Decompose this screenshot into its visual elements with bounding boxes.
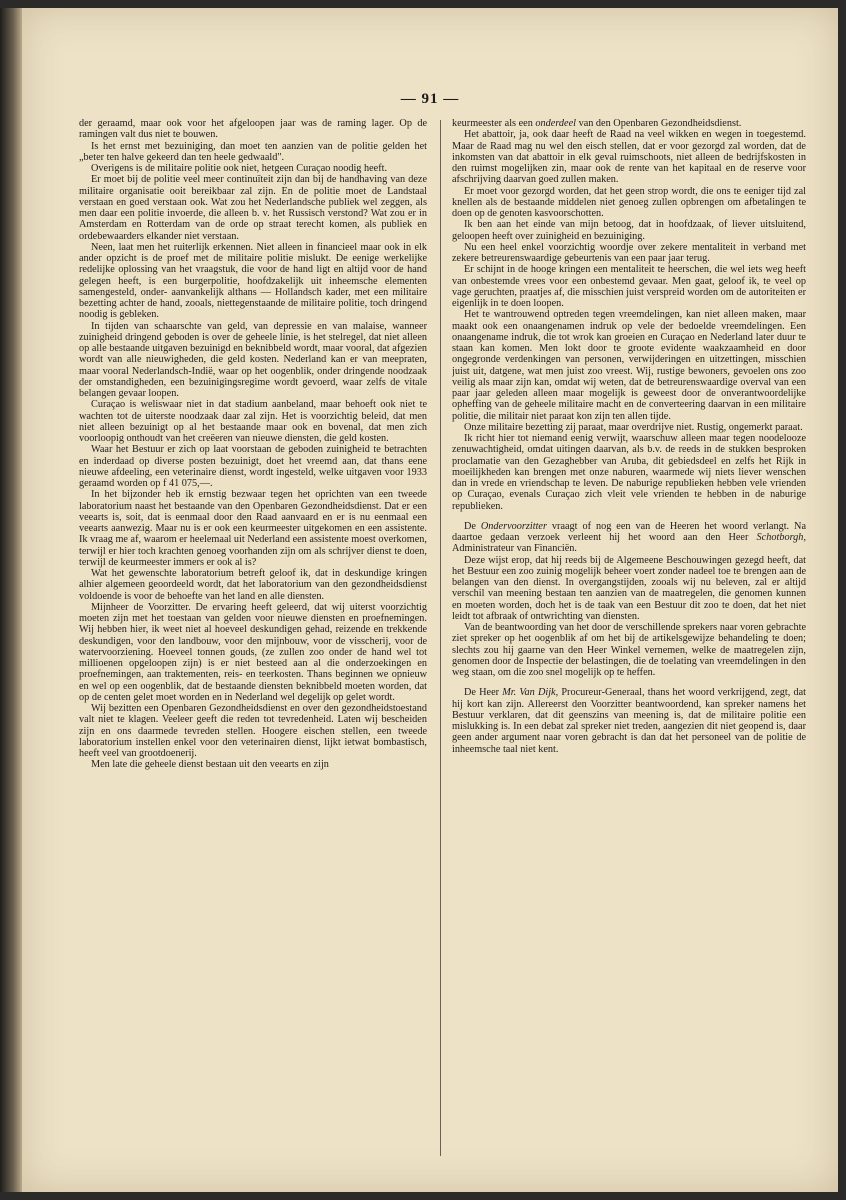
paragraph: der geraamd, maar ook voor het afgeloopen jaar was de raming lager. Op de ramingen valt dus niet te bouwen. xyxy=(79,118,427,141)
page-number: — 91 — xyxy=(400,91,460,107)
paragraph: Overigens is de militaire politie ook niet, hetgeen Curaçao noodig heeft. xyxy=(91,163,388,174)
paragraph: Curaçao is weliswaar niet in dat stadium aanbeland, maar behoeft ook niet te wachten tot de uiterste noodzaak daar zal zijn. Het is voorzichtig beleid, dat men niet alleen bezuinigt op al het bestaande maar ook en bovenal, dat men zich voorloopig onthoudt van het creëeren van nieuwe diensten, die geld kosten. xyxy=(79,399,427,444)
emphasized-text: onderdeel xyxy=(535,118,576,129)
text-run: vraagt of nog een van de Heeren het woord verlangt. Na daartoe gedaan verzoek verleent hij het woord aan den Heer xyxy=(452,520,806,543)
paragraph xyxy=(452,521,806,555)
text-run: , Procureur-Generaal, thans het woord verkrijgend, zegt, dat hij kort kan zijn. Allereerst den Voorzitter beantwoordend, kan spreker namens het Bestuur verklaren, dat dit geenszins van meening is, dat de militaire politie een mislukking is. In een debat zal spreker niet treden, aangezien dit niet geopend is, daar geen ander argument naar voren gebracht is dan dat het personeel van de politie de inheemsche taal niet kent. xyxy=(452,687,806,755)
paragraph: Het te wantrouwend optreden tegen vreemdelingen, kan niet alleen maken, maar maakt ook een onaangenamen indruk op vele der bedoelde vreemdelingen. Een onaangename indruk, die tot wrok kan groeien en Curaçao en Nederland later duur te staan kan komen. Men lokt door te groote evidente waakzaamheid en door ongegronde verdenkingen van personen, verwijderingen en uitzettingen, misschien juist uit, datgene, wat men juist zoo vreest. Wij, rustige bewoners, gevoelen ons zoo veilig als maar zijn kan, omdat wij weten, dat de betreurenswaardige overval van een paar jaar geleden alleen maar mogelijk is geweest door de onverantwoordelijke opheffing van de geheele militaire macht en de converteering daarvan in een militaire politie, die militair niet paraat kon zijn ten allen tijde. xyxy=(452,309,806,422)
paragraph: Waar het Bestuur er zich op laat voorstaan de geboden zuinigheid te betrachten en inderdaad op diverse posten bezuinigt, doet het vreemd aan, dat thans eene nieuwe afdeeling, een veterinaire dienst, wordt ingesteld, welke uitgaven voor 1933 geraamd worden op f 41 075,—. xyxy=(79,444,427,489)
emphasized-text: Ondervoorzitter xyxy=(480,520,547,532)
paragraph: Wat het gewenschte laboratorium betreft geloof ik, dat in deskundige kringen alhier algemeen geoordeeld wordt, dat het laboratorium van den gezondheidsdienst voldoende is voor de behoefte van het land en alle diensten. xyxy=(79,568,427,602)
paragraph: Nu een heel enkel voorzichtig woordje over zekere mentaliteit in verband met zekere betreurenswaardige gebeurtenis van een paar jaar terug. xyxy=(452,241,806,264)
paragraph: Ik ben aan het einde van mijn betoog, dat in hoofdzaak, of liever uitsluitend, geloopen heeft over zuinigheid en bezuiniging. xyxy=(452,219,806,242)
paragraph: Wij bezitten een Openbaren Gezondheidsdienst en over den gezondheidstoestand valt niet te klagen. Veeleer geeft die reden tot tevredenheid. Laten wij bescheiden zijn en ons daarmede tevreden stellen. Hoogere eischen stellen, een tweede laboratorium instellen enkel voor den veterinairen dienst, lijkt ietwat bombastisch, heeft veel van grootdoenerij. xyxy=(79,703,427,759)
emphasized-text: Mr. Van Dijk xyxy=(502,687,556,699)
text-run: keurmeester als een xyxy=(452,118,536,129)
paragraph: Deze wijst erop, dat hij reeds bij de Algemeene Beschouwingen gezegd heeft, dat het Bestuur een zoo zuinig mogelijk beheer voert zonder nadeel toe te brengen aan de belangen van den dienst. In overgangstijden, zooals wij nu beleven, zal er altijd verschil van meening bestaan ten aanzien van de maatregelen, die genomen kunnen en moeten worden, doch het is de taak van een Bestuur dit zoo te doen, dat het niet leidt tot afbraak of ontwrichting van diensten. xyxy=(452,554,806,622)
paragraph xyxy=(452,118,806,129)
paragraph: In het bijzonder heb ik ernstig bezwaar tegen het oprichten van een tweede laboratorium naast het bestaande van den Openbaren Gezondheidsdienst. Dat er een veearts is, soit, dat is eenmaal door den Raad aanvaard en er is nu eenmaal een veearts aanwezig. Maar nu is er ook een keurmeester uitgekomen en een assistente. Ik vraag me af, waarom er heelemaal uit Nederland een assistente moest overkomen, terwijl er hier toch krachten genoeg voorhanden zijn om als schrijver dienst te doen, terwijl de keurmeester immers er ook al is? xyxy=(79,489,427,568)
text-run: De Heer xyxy=(464,687,503,699)
paragraph: Men late die geheele dienst bestaan uit den veearts en zijn xyxy=(91,759,329,771)
left-text-column xyxy=(79,118,427,1160)
document-page xyxy=(22,8,838,1192)
right-text-column xyxy=(452,118,806,1160)
paragraph xyxy=(452,687,806,755)
scan-binding-edge xyxy=(0,8,22,1192)
paragraph: Neen, laat men het ruiterlijk erkennen. Niet alleen in financieel maar ook in elk ander opzicht is de proef met de militaire politie mislukt. De eenige werkelijke redelijke oplossing van het vraagstuk, die voor de hand ligt en altijd voor de hand gelegen heeft, is een burgerpolitie, hoofdzakelijk uit inheemsche elementen samengesteld, onder- aanvankelijk althans — Hollandsch kader, met een militaire bezetting achter de hand, zooals, niettegenstaande de militaire politie, toch dringend noodig is gebleken. xyxy=(79,241,427,321)
emphasized-text: Schotborgh xyxy=(756,532,804,543)
paragraph: Ik richt hier tot niemand eenig verwijt, waarschuw alleen maar tegen noodelooze zenuwachtigheid, omdat uitingen daarvan, als b.v. de reeds in de stukken besproken proclamatie van den Gezaghebber van Aruba, dit gebiedsdeel en zelfs het Rijk in moeilijkheden kan brengen met onze naburen, waarmede wij niets liever wenschen dan in vrede en vriendschap te leven. De naburige republieken hebben vele vrienden op Curaçao, evenals Curaçao zich vleit vele vrienden te hebben in de naburige republieken. xyxy=(452,433,806,512)
paragraph: Er moet voor gezorgd worden, dat het geen strop wordt, die ons te eeniger tijd zal knellen als de bestaande middelen niet genoeg zullen opbrengen om afbetalingen te doen op de genoten kasvoorschotten. xyxy=(452,185,806,219)
paragraph: Onze militaire bezetting zij paraat, maar overdrijve niet. Rustig, ongemerkt paraat. xyxy=(464,421,803,433)
text-run: De xyxy=(464,520,481,532)
paragraph: Er moet bij de politie veel meer continuïteit zijn dan bij de handhaving van deze militaire organisatie ooit bereikbaar zal zijn. En de politie moet de Landstaal verstaan en goed verstaan ook. Wat zou het Nederlandsche publiek wel zeggen, als men daar een politie invoerde, die alleen b. v. het Russisch verstond? Wat zou er in Amsterdam en Rotterdam van de orde op straat terecht komen, als publiek en ordebewaarders elkander niet verstaan. xyxy=(79,174,427,242)
paragraph: Van de beantwoording van het door de verschillende sprekers naar voren gebrachte ziet spreker op het oogenblik af om het bij de artikelsgewijze behandeling te doen; slechts zou hij gaarne van den Heer Winkel vernemen, welke de maatregelen zijn, genomen door de Inspectie der belastingen, die de toelating van vreemdelingen in den weg staan, om die zoo snel mogelijk op te heffen. xyxy=(452,622,806,678)
paragraph: Is het ernst met bezuiniging, dan moet ten aanzien van de politie gelden het „beter ten halve gekeerd dan ten heele gedwaald". xyxy=(79,140,427,163)
paragraph: Er schijnt in de hooge kringen een mentaliteit te heerschen, die wel iets weg heeft van onbestemde vrees voor een onbestemd gevaar. Men gaat, geloof ik, te veel op vage geruchten, praatjes af, die misschien juist verspreid worden om de autoriteiten er eigenlijk in te doen loopen. xyxy=(452,264,806,309)
paragraph: Mijnheer de Voorzitter. De ervaring heeft geleerd, dat wij uiterst voorzichtig moeten zijn met het toestaan van gelden voor nieuwe diensten en proefnemingen. Wij hebben hier, ik weet niet al hoeveel deskundigen gehad, reizende en trekkende deskundigen, voor den landbouw, voor den mijnbouw, voor de visscherij, voor de watervoorziening. Hoeveel tonnen gouds, (ze zullen zoo onder de hand wel tot millioenen opgeloopen zijn) is er niet besteed aan al die onderzoekingen en proefnemingen, aan traktementen, reis- en teerkosten. Thans beginnen we opnieuw en wel op een oogenblik, dat de bestaande diensten beknibbeld moeten worden, dat op de centen gelet moet worden en in Nederland wel degelijk op gelet wordt. xyxy=(79,601,427,703)
text-run: van den Openbaren Gezondheidsdienst. xyxy=(576,118,742,129)
paragraph: In tijden van schaarschte van geld, van depressie en van malaise, wanneer zuinigheid dringend geboden is over de geheele linie, is het stelregel, dat niet alleen op alle bestaande uitgaven bezuinigd en beknibbeld wordt, maar vooral, dat afgezien wordt van alle nieuwigheden, die geld kosten. Nederland kan er van meepraten, maar vooral Nederlandsch-Indië, waar op het oogenblik, onder dringende noodzaak der omstandigheden, een bezuinigingsregime wordt gevoerd, waar zelfs de vitale belangen gevaar loopen. xyxy=(79,320,427,399)
text-run: , Administrateur van Financiën. xyxy=(452,532,806,555)
paragraph: Het abattoir, ja, ook daar heeft de Raad na veel wikken en wegen in toegestemd. Maar de Raad mag nu wel den eisch stellen, dat er voor gezorgd zal worden, dat de inkomsten van dat abattoir in elk geval ruimschoots, niet alleen de bedrijfskosten in den ruimst mogelijken zin, maar ook de rente van het kapitaal en de reserve voor afschrijving daarvan goed zullen maken. xyxy=(452,129,806,186)
column-divider xyxy=(440,120,441,1156)
